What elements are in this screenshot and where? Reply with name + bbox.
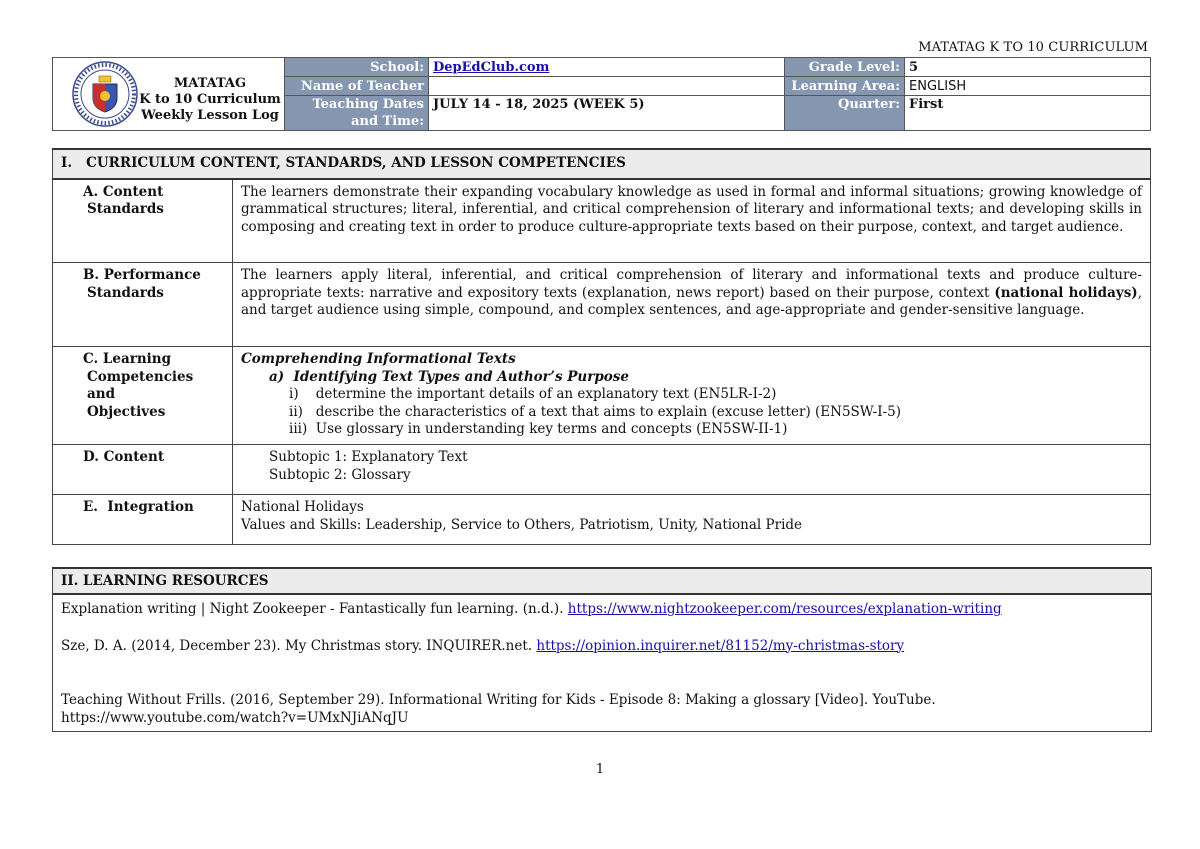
reference-3-url: https://www.youtube.com/watch?v=UMxNJiANqJU xyxy=(61,709,409,726)
content-standards-label: A. Content Standards xyxy=(53,179,233,263)
integration-text xyxy=(233,495,1151,545)
reference-1: Explanation writing | Night Zookeeper - Fantastically fun learning. (n.d.). https://www.nightzookeeper.com/resources/explanation-writing xyxy=(61,601,1002,617)
quarter-value: First xyxy=(905,96,1151,131)
competency-subtitle: a) Identifying Text Types and Author’s Purpose xyxy=(269,368,629,385)
grade-level-label: Grade Level: xyxy=(785,58,905,77)
learning-competencies-text xyxy=(233,347,1151,445)
section1-title: I. CURRICULUM CONTENT, STANDARDS, AND LESSON COMPETENCIES xyxy=(53,149,1151,179)
reference-2-link[interactable]: https://opinion.inquirer.net/81152/my-christmas-story xyxy=(536,637,905,654)
subtopic-2: Subtopic 2: Glossary xyxy=(269,466,411,483)
teaching-dates-label: Teaching Dates and Time: xyxy=(285,96,429,131)
integration-label: E. Integration xyxy=(53,495,233,545)
teacher-value xyxy=(429,77,785,96)
brand-line-curriculum: K to 10 Curriculum xyxy=(139,92,281,107)
curriculum-section xyxy=(52,148,1151,545)
subtopic-1: Subtopic 1: Explanatory Text xyxy=(269,449,468,465)
logo-cell xyxy=(53,58,285,131)
section2-title: II. LEARNING RESOURCES xyxy=(53,569,1151,595)
reference-1-link[interactable]: https://www.nightzookeeper.com/resources/explanation-writing xyxy=(567,601,1002,617)
competency-item: ii) describe the characteristics of a text that aims to explain (excuse letter) (EN5SW-I-5) xyxy=(289,403,901,420)
reference-2: Sze, D. A. (2014, December 23). My Christmas story. INQUIRER.net. https://opinion.inquirer.net/81152/my-christmas-story xyxy=(61,637,905,654)
deped-seal-logo xyxy=(71,60,139,128)
content-text xyxy=(233,445,1151,495)
competency-title: Comprehending Informational Texts xyxy=(241,351,516,367)
brand-block xyxy=(135,76,285,124)
performance-standards-label: B. Performance Standards xyxy=(53,263,233,347)
learning-resources-section xyxy=(52,567,1152,732)
teacher-label: Name of Teacher xyxy=(285,77,429,96)
quarter-label: Quarter: xyxy=(785,96,905,131)
brand-line-lesson-log: Weekly Lesson Log xyxy=(141,108,279,123)
competency-item: i) determine the important details of an explanatory text (EN5LR-I-2) xyxy=(289,386,777,402)
integration-line-1: National Holidays xyxy=(241,499,364,515)
content-standards-text: The learners demonstrate their expanding vocabulary knowledge as used in formal and informal situations; growing knowledge of grammatical structures; literal, inferential, and critical comprehension of literary and informational texts; and developing skills in composing and creating text in order to produce culture-appropriate texts based on their purpose, context, and target audience. xyxy=(233,179,1151,263)
grade-level-value: 5 xyxy=(905,58,1151,77)
school-label: School: xyxy=(285,58,429,77)
page-number: 1 xyxy=(595,762,605,777)
learning-area-value: ENGLISH xyxy=(905,77,1151,96)
teaching-dates-value: JULY 14 - 18, 2025 (WEEK 5) xyxy=(429,96,785,131)
header-table xyxy=(52,57,1151,131)
school-value xyxy=(429,58,785,77)
brand-line-matatag: MATATAG xyxy=(173,76,247,91)
integration-line-2: Values and Skills: Leadership, Service to Others, Patriotism, Unity, National Pride xyxy=(241,516,803,533)
curriculum-title: MATATAG K TO 10 CURRICULUM xyxy=(918,40,1148,55)
learning-area-label: Learning Area: xyxy=(785,77,905,96)
reference-3: Teaching Without Frills. (2016, September 29). Informational Writing for Kids - Episode 8: Making a glossary [Video]. YouTube. https://www.youtube.com/watch?v=UMxNJiANqJU xyxy=(61,692,936,726)
performance-standards-text: The learners apply literal, inferential, and critical comprehension of literary and informational texts and produce culture-appropriate texts: narrative and expository texts (explanation, news report) based on their purpose, context (national holidays), and target audience using simple, compound, and complex sentences, and age-appropriate and gender-sensitive language. xyxy=(233,263,1151,347)
competency-item: iii) Use glossary in understanding key terms and concepts (EN5SW-II-1) xyxy=(289,421,788,437)
school-link[interactable]: DepEdClub.com xyxy=(433,59,550,75)
content-label: D. Content xyxy=(53,445,233,495)
learning-competencies-label: C. Learning Competencies and Objectives xyxy=(53,347,233,445)
